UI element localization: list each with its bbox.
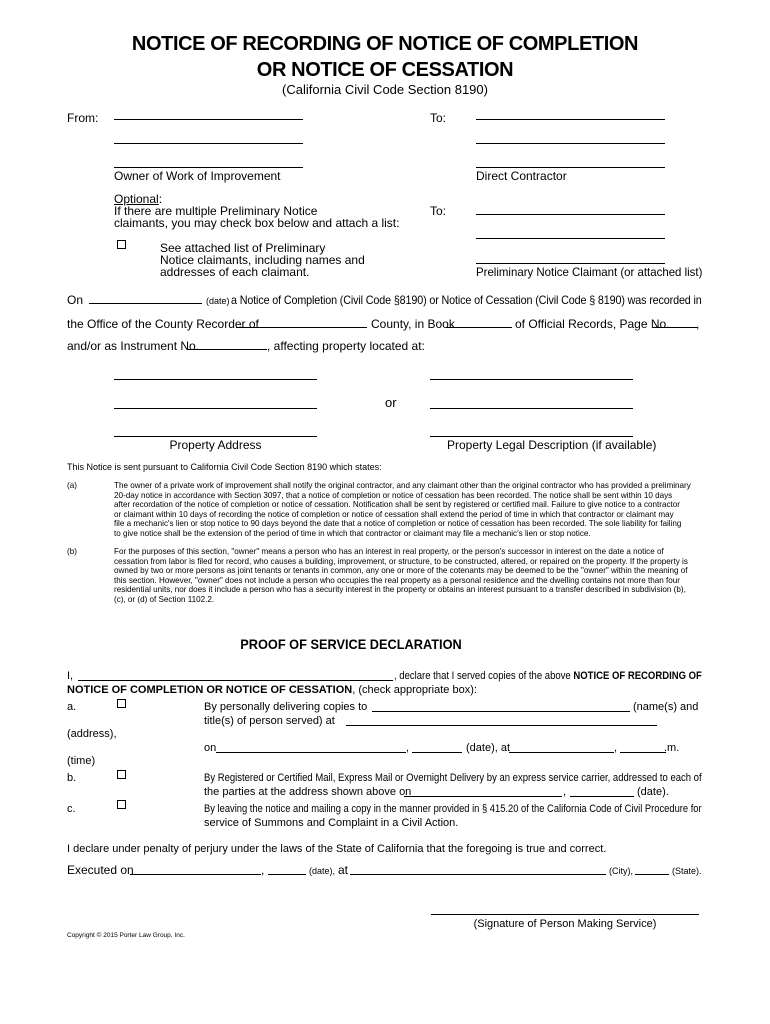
page-no-comma: ,: [696, 317, 700, 331]
executed-city-line[interactable]: [350, 874, 606, 875]
statute-b-line-6: (c), or (d) of Section 1102.2.: [114, 594, 215, 604]
executed-state-line[interactable]: [635, 874, 669, 875]
recording-line-1: a Notice of Completion (Civil Code §8190) or Notice of Cessation (Civil Code § 8190) was recorded in: [231, 293, 702, 307]
served-date-label: (date), at: [466, 742, 511, 754]
statute-b-label: (b): [67, 547, 77, 556]
preliminary-caption: Preliminary Notice Claimant (or attached list): [476, 265, 703, 279]
option-a-label: a.: [67, 701, 77, 713]
statute-a-line-4: or claimant within 10 days of recording the notice of completion or notice of cessation shall extend the period of time in which that contractor or claimant may: [114, 509, 674, 519]
statute-b-line-4: this section. However, "owner" does not include a person who occupies the real property as a personal residence and the dwelling contains not more than four: [114, 575, 680, 585]
served-m-label: .m.: [664, 742, 680, 754]
affecting-property-label: , affecting property located at:: [267, 339, 425, 353]
declare-line-2: [67, 684, 477, 697]
claimant-line-2[interactable]: [476, 238, 665, 239]
mailed-date-label: (date).: [637, 786, 669, 798]
attached-line-3: addresses of each claimant.: [160, 265, 310, 279]
option-c-line-1: By leaving the notice and mailing a copy in the manner provided in § 415.20 of the California Code of Civil Procedure for: [204, 803, 702, 815]
on-label: On: [67, 293, 84, 307]
statute-a-line-3: after recordation of the notice of completion or notice of cessation. Notification shall be sent by registered or certified mail. Failure to give notice to a contractor: [114, 500, 680, 509]
declare-text-plain: , declare that I served copies of the above: [394, 670, 571, 682]
declare-bold-2: NOTICE OF COMPLETION OR NOTICE OF CESSATION: [67, 684, 353, 696]
penalty-statement: I declare under penalty of perjury under the laws of the State of California that the foregoing is true and correct.: [67, 843, 607, 855]
executed-year-line[interactable]: [268, 874, 306, 875]
declare-text: [394, 670, 702, 683]
legal-description-caption: Property Legal Description (if available): [447, 438, 657, 452]
title-line-1: NOTICE OF RECORDING OF NOTICE OF COMPLETION: [131, 33, 639, 55]
served-day-line[interactable]: [216, 752, 406, 753]
mailed-comma: ,: [563, 786, 567, 798]
page-no-line[interactable]: [653, 327, 697, 328]
owner-caption: Owner of Work of Improvement: [114, 169, 281, 183]
to-line-2[interactable]: [476, 143, 665, 144]
statute-a-label: (a): [67, 481, 77, 490]
served-date-line[interactable]: [412, 752, 462, 753]
direct-contractor-caption: Direct Contractor: [476, 169, 567, 183]
address-label: (address),: [67, 728, 117, 740]
statute-a-line-2: 20-day notice in accordance with Section 3097, that a notice of completion or notice of cessation has been recorded. The notice shall be sent within 10 days: [114, 490, 673, 500]
copyright: Copyright © 2015 Porter Law Group, Inc.: [67, 932, 185, 939]
statute-b-line-3: owned by two or more persons as joint tenants or tenants in common, any one or more of the cotenants may be deemed to be the "owner" within the meaning of: [114, 566, 688, 575]
proof-i-label: I,: [67, 670, 74, 682]
option-c-label: c.: [67, 803, 76, 815]
executed-at-label: at: [338, 863, 349, 877]
address-line-1[interactable]: [114, 379, 317, 380]
statute-a-line-1: The owner of a private work of improvement shall notify the original contractor, and any claimant other than the original contractor who has provided a preliminary: [114, 481, 691, 490]
served-comma: ,: [406, 742, 410, 754]
option-b-line-2: the parties at the address shown above on: [204, 786, 412, 798]
legal-line-1[interactable]: [430, 379, 633, 380]
attached-list-checkbox[interactable]: [117, 240, 126, 249]
subtitle: (California Civil Code Section 8190): [282, 82, 488, 97]
served-time-line[interactable]: [509, 752, 614, 753]
claimant-line-3[interactable]: [476, 263, 665, 264]
recorded-date-label: (date): [206, 296, 230, 306]
served-name-line[interactable]: [372, 711, 630, 712]
legal-line-3[interactable]: [430, 436, 633, 437]
to-label-2: To:: [430, 204, 447, 218]
attached-line-2: Notice claimants, including names and: [160, 253, 365, 267]
option-b-label: b.: [67, 772, 77, 784]
executed-date-label: (date),: [309, 866, 336, 876]
legal-line-2[interactable]: [430, 408, 633, 409]
executed-on-label: Executed on: [67, 863, 134, 877]
declare-bold-1: NOTICE OF RECORDING OF: [573, 670, 702, 682]
title-line-2: OR NOTICE OF CESSATION: [256, 59, 514, 81]
book-line[interactable]: [446, 327, 512, 328]
county-book-label: County, in Book: [371, 317, 455, 331]
executed-date-line[interactable]: [130, 874, 261, 875]
time-label: (time): [67, 755, 96, 767]
to-line-1[interactable]: [476, 119, 665, 120]
option-a-on-label: on: [204, 742, 217, 754]
executed-city-label: (City),: [609, 866, 633, 876]
option-c-checkbox[interactable]: [117, 800, 126, 809]
declare-tail: , (check appropriate box):: [352, 684, 477, 696]
from-line-3[interactable]: [114, 167, 303, 168]
county-line[interactable]: [236, 327, 367, 328]
from-label: From:: [67, 111, 99, 125]
to-label: To:: [430, 111, 447, 125]
signature-line[interactable]: [431, 914, 699, 915]
or-label: or: [385, 395, 397, 410]
option-a-line-1: By personally delivering copies to: [204, 701, 368, 713]
option-a-line-2: title(s) of person served) at: [204, 715, 335, 727]
official-records-label: of Official Records, Page No.: [515, 317, 670, 331]
from-line-2[interactable]: [114, 143, 303, 144]
mailed-year-line[interactable]: [570, 796, 634, 797]
option-a-names-label: (name(s) and: [633, 701, 699, 713]
statute-a-line-5: file a mechanic's lien or stop notice to 90 days beyond the date that a notice of completion or notice of cessation has been recorded. The sole liability for failing: [114, 519, 682, 528]
attached-line-1: See attached list of Preliminary: [160, 241, 326, 255]
address-line-3[interactable]: [114, 436, 317, 437]
property-address-caption: Property Address: [169, 438, 262, 452]
served-address-line[interactable]: [346, 725, 657, 726]
declarant-name-line[interactable]: [78, 680, 393, 681]
claimant-line-1[interactable]: [476, 214, 665, 215]
from-line-1[interactable]: [114, 119, 303, 120]
statute-b-line-1: For the purposes of this section, "owner" means a person who has an interest in real property, or the person's successor in interest on the date a notice of: [114, 547, 664, 556]
executed-state-label: (State).: [672, 866, 702, 876]
option-c-line-2: service of Summons and Complaint in a Civil Action.: [204, 817, 459, 829]
statute-intro: This Notice is sent pursuant to California Civil Code Section 8190 which states:: [67, 462, 382, 472]
statute-a-line-6: to give notice shall be the extension of the period of time in which that contractor or claimant may file a mechanic's lien or stop notice.: [114, 528, 591, 538]
optional-line-2: claimants, you may check box below and attach a list:: [114, 216, 400, 230]
option-b-checkbox[interactable]: [117, 770, 126, 779]
recorded-date-line[interactable]: [89, 303, 202, 304]
signature-caption: (Signature of Person Making Service): [473, 918, 657, 930]
county-recorder-label: the Office of the County Recorder of: [67, 317, 259, 331]
to-line-3[interactable]: [476, 167, 665, 168]
statute-b-line-2: cessation from labor is filed for record, who causes a building, improvement, or structure, to be constructed, altered, or repaired on the property. If the property is: [114, 556, 688, 566]
proof-heading: PROOF OF SERVICE DECLARATION: [240, 636, 462, 652]
instrument-label: and/or as Instrument No.: [67, 339, 200, 353]
mailed-date-line[interactable]: [404, 796, 562, 797]
instrument-line[interactable]: [187, 349, 267, 350]
optional-line-1: If there are multiple Preliminary Notice: [114, 204, 318, 218]
executed-comma: ,: [261, 863, 265, 877]
statute-b-line-5: residential units, nor does it include a person who has a security interest in the property or obtains an interest pursuant to a transfer described in subdivision (b),: [114, 585, 686, 594]
address-line-2[interactable]: [114, 408, 317, 409]
optional-label-text: Optional: [114, 192, 159, 206]
option-b-line-1: By Registered or Certified Mail, Express Mail or Overnight Delivery by an express service carrier, addressed to each of: [204, 772, 702, 784]
optional-colon: :: [158, 192, 163, 206]
option-a-checkbox[interactable]: [117, 699, 126, 708]
served-ampm-line[interactable]: [620, 752, 666, 753]
served-time-comma: ,: [614, 742, 618, 754]
